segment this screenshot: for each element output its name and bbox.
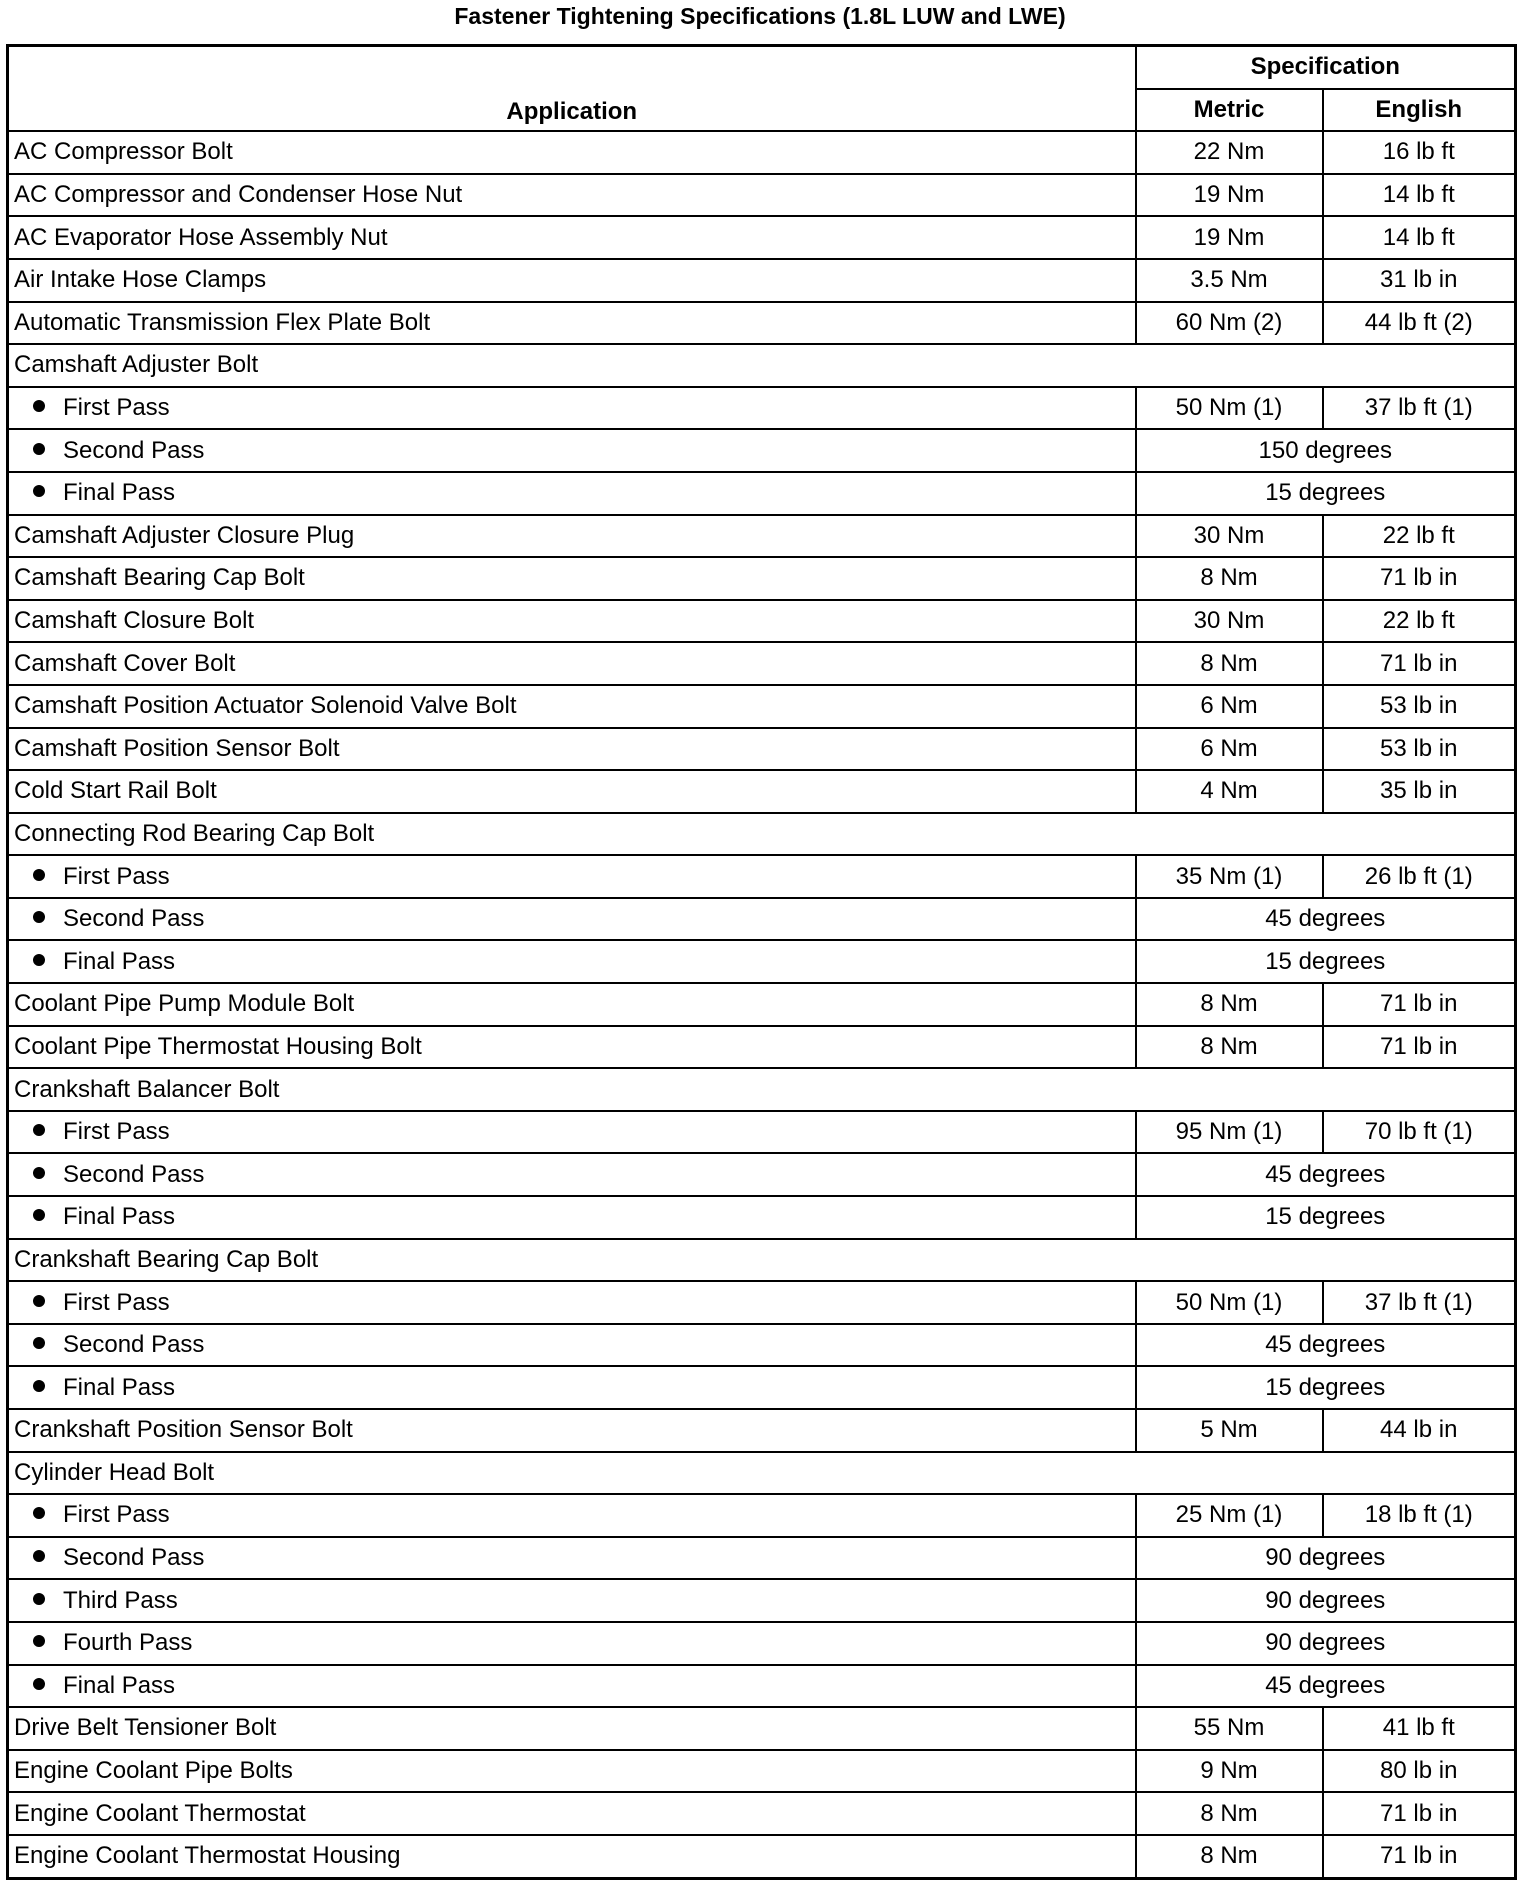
application-label: Cylinder Head Bolt — [14, 1458, 215, 1486]
bullet-icon — [33, 1550, 45, 1562]
pass-label: Fourth Pass — [63, 1629, 193, 1657]
angle-spec-cell: 15 degrees — [1136, 472, 1516, 515]
application-cell — [8, 131, 1136, 174]
bullet-icon — [33, 1209, 45, 1221]
english-value-cell: 70 lb ft (1) — [1323, 1111, 1516, 1154]
table-header — [8, 46, 1516, 132]
bullet-icon — [33, 954, 45, 966]
table-row — [8, 1239, 1516, 1282]
application-label: AC Compressor and Condenser Hose Nut — [14, 181, 463, 209]
application-label: Crankshaft Position Sensor Bolt — [14, 1416, 353, 1444]
application-cell — [8, 770, 1136, 813]
application-cell — [8, 515, 1136, 558]
pass-label: Final Pass — [63, 1373, 176, 1401]
table-row — [8, 302, 1516, 345]
metric-value-cell: 19 Nm — [1136, 174, 1323, 217]
application-cell — [8, 302, 1136, 345]
metric-value-cell: 8 Nm — [1136, 557, 1323, 600]
english-value-cell: 37 lb ft (1) — [1323, 387, 1516, 430]
pass-label: Second Pass — [63, 1160, 205, 1188]
table-row — [8, 600, 1516, 643]
application-cell — [8, 685, 1136, 728]
metric-value-cell: 60 Nm (2) — [1136, 302, 1323, 345]
metric-value-cell: 55 Nm — [1136, 1707, 1323, 1750]
application-cell — [8, 472, 1136, 515]
application-label: Crankshaft Bearing Cap Bolt — [14, 1245, 319, 1273]
bullet-icon — [33, 443, 45, 455]
application-label: Camshaft Position Sensor Bolt — [14, 734, 340, 762]
application-cell — [8, 429, 1136, 472]
application-cell — [8, 174, 1136, 217]
document-title: Fastener Tightening Specifications (1.8L LUW and LWE) — [454, 3, 1066, 29]
header-row-top — [8, 46, 1516, 89]
bullet-icon — [33, 485, 45, 497]
table-row — [8, 1196, 1516, 1239]
metric-value-cell: 30 Nm — [1136, 600, 1323, 643]
application-cell — [8, 1537, 1136, 1580]
english-value-cell: 71 lb in — [1323, 1026, 1516, 1069]
application-label: Engine Coolant Thermostat — [14, 1799, 306, 1827]
group-label-cell — [8, 1452, 1516, 1495]
group-label-cell — [8, 344, 1516, 387]
application-cell — [8, 1409, 1136, 1452]
metric-value-cell: 19 Nm — [1136, 216, 1323, 259]
table-row — [8, 983, 1516, 1026]
application-label: Crankshaft Balancer Bolt — [14, 1075, 280, 1103]
pass-label: Third Pass — [63, 1586, 178, 1614]
table-body — [8, 131, 1516, 1878]
english-value-cell: 22 lb ft — [1323, 600, 1516, 643]
bullet-icon — [33, 869, 45, 881]
bullet-icon — [33, 1507, 45, 1519]
fastener-spec-table — [6, 44, 1517, 1880]
application-column-header: Application — [8, 46, 1136, 132]
table-row — [8, 1665, 1516, 1708]
table-row — [8, 940, 1516, 983]
application-label: Drive Belt Tensioner Bolt — [14, 1714, 277, 1742]
application-label: Camshaft Bearing Cap Bolt — [14, 564, 305, 592]
english-value-cell: 71 lb in — [1323, 557, 1516, 600]
angle-spec-cell: 90 degrees — [1136, 1579, 1516, 1622]
application-cell — [8, 1111, 1136, 1154]
application-cell — [8, 557, 1136, 600]
english-value-cell: 16 lb ft — [1323, 131, 1516, 174]
table-row — [8, 1622, 1516, 1665]
pass-label: Second Pass — [63, 1331, 205, 1359]
pass-label: First Pass — [63, 1288, 170, 1316]
table-row — [8, 1835, 1516, 1878]
metric-value-cell: 4 Nm — [1136, 770, 1323, 813]
english-value-cell: 35 lb in — [1323, 770, 1516, 813]
application-label: AC Evaporator Hose Assembly Nut — [14, 223, 388, 251]
pass-label: Final Pass — [63, 479, 176, 507]
bullet-icon — [33, 911, 45, 923]
english-value-cell: 18 lb ft (1) — [1323, 1494, 1516, 1537]
table-row — [8, 1750, 1516, 1793]
english-value-cell: 44 lb in — [1323, 1409, 1516, 1452]
english-value-cell: 26 lb ft (1) — [1323, 855, 1516, 898]
table-row — [8, 1281, 1516, 1324]
english-value-cell: 80 lb in — [1323, 1750, 1516, 1793]
application-cell — [8, 642, 1136, 685]
application-cell — [8, 1665, 1136, 1708]
group-label-cell — [8, 1068, 1516, 1111]
metric-value-cell: 22 Nm — [1136, 131, 1323, 174]
table-row — [8, 1452, 1516, 1495]
application-label: Coolant Pipe Pump Module Bolt — [14, 990, 355, 1018]
group-label-cell — [8, 1239, 1516, 1282]
pass-label: First Pass — [63, 862, 170, 890]
english-value-cell: 71 lb in — [1323, 1792, 1516, 1835]
application-label: Coolant Pipe Thermostat Housing Bolt — [14, 1032, 422, 1060]
application-cell — [8, 387, 1136, 430]
angle-spec-cell: 15 degrees — [1136, 940, 1516, 983]
table-row — [8, 1366, 1516, 1409]
metric-value-cell: 9 Nm — [1136, 1750, 1323, 1793]
application-cell — [8, 259, 1136, 302]
group-label-cell — [8, 813, 1516, 856]
metric-value-cell: 30 Nm — [1136, 515, 1323, 558]
angle-spec-cell: 15 degrees — [1136, 1366, 1516, 1409]
application-label: Camshaft Adjuster Bolt — [14, 351, 259, 379]
application-cell — [8, 1494, 1136, 1537]
application-cell — [8, 600, 1136, 643]
english-value-cell: 44 lb ft (2) — [1323, 302, 1516, 345]
english-value-cell: 14 lb ft — [1323, 174, 1516, 217]
angle-spec-cell: 45 degrees — [1136, 1153, 1516, 1196]
application-cell — [8, 1153, 1136, 1196]
table-row — [8, 1579, 1516, 1622]
specification-column-header: Specification — [1136, 46, 1516, 89]
application-cell — [8, 1622, 1136, 1665]
table-row — [8, 1409, 1516, 1452]
english-value-cell: 41 lb ft — [1323, 1707, 1516, 1750]
pass-label: First Pass — [63, 1501, 170, 1529]
pass-label: Second Pass — [63, 905, 205, 933]
metric-value-cell: 6 Nm — [1136, 685, 1323, 728]
table-row — [8, 1792, 1516, 1835]
english-value-cell: 53 lb in — [1323, 685, 1516, 728]
pass-label: Second Pass — [63, 1544, 205, 1572]
table-row — [8, 557, 1516, 600]
bullet-icon — [33, 1124, 45, 1136]
english-value-cell: 31 lb in — [1323, 259, 1516, 302]
pass-label: First Pass — [63, 394, 170, 422]
metric-value-cell: 35 Nm (1) — [1136, 855, 1323, 898]
bullet-icon — [33, 1635, 45, 1647]
metric-value-cell: 5 Nm — [1136, 1409, 1323, 1452]
application-label: Engine Coolant Pipe Bolts — [14, 1757, 293, 1785]
application-cell — [8, 983, 1136, 1026]
application-cell — [8, 728, 1136, 771]
application-cell — [8, 1792, 1136, 1835]
metric-value-cell: 6 Nm — [1136, 728, 1323, 771]
table-row — [8, 685, 1516, 728]
table-row — [8, 216, 1516, 259]
pass-label: Final Pass — [63, 1671, 176, 1699]
application-cell — [8, 1196, 1136, 1239]
application-cell — [8, 940, 1136, 983]
application-label: Camshaft Closure Bolt — [14, 607, 255, 635]
angle-spec-cell: 90 degrees — [1136, 1622, 1516, 1665]
application-cell — [8, 1281, 1136, 1324]
pass-label: Final Pass — [63, 1203, 176, 1231]
application-cell — [8, 1707, 1136, 1750]
angle-spec-cell: 150 degrees — [1136, 429, 1516, 472]
application-cell — [8, 1026, 1136, 1069]
table-row — [8, 898, 1516, 941]
application-label: Connecting Rod Bearing Cap Bolt — [14, 819, 375, 847]
bullet-icon — [33, 1337, 45, 1349]
metric-value-cell: 25 Nm (1) — [1136, 1494, 1323, 1537]
application-label: Camshaft Adjuster Closure Plug — [14, 521, 355, 549]
table-row — [8, 174, 1516, 217]
table-row — [8, 770, 1516, 813]
bullet-icon — [33, 400, 45, 412]
table-row — [8, 429, 1516, 472]
bullet-icon — [33, 1380, 45, 1392]
table-row — [8, 1707, 1516, 1750]
application-label: Air Intake Hose Clamps — [14, 266, 267, 294]
pass-label: Final Pass — [63, 947, 176, 975]
angle-spec-cell: 45 degrees — [1136, 1665, 1516, 1708]
metric-value-cell: 8 Nm — [1136, 642, 1323, 685]
table-row — [8, 855, 1516, 898]
table-row — [8, 131, 1516, 174]
table-row — [8, 1153, 1516, 1196]
table-row — [8, 1026, 1516, 1069]
angle-spec-cell: 15 degrees — [1136, 1196, 1516, 1239]
pass-label: First Pass — [63, 1118, 170, 1146]
english-value-cell: 37 lb ft (1) — [1323, 1281, 1516, 1324]
table-row — [8, 813, 1516, 856]
table-row — [8, 259, 1516, 302]
metric-value-cell: 8 Nm — [1136, 1026, 1323, 1069]
english-value-cell: 71 lb in — [1323, 1835, 1516, 1878]
english-value-cell: 71 lb in — [1323, 983, 1516, 1026]
application-cell — [8, 898, 1136, 941]
application-cell — [8, 1579, 1136, 1622]
table-row — [8, 515, 1516, 558]
table-row — [8, 344, 1516, 387]
english-value-cell: 53 lb in — [1323, 728, 1516, 771]
metric-value-cell: 8 Nm — [1136, 1792, 1323, 1835]
application-cell — [8, 1835, 1136, 1878]
application-cell — [8, 216, 1136, 259]
application-label: Camshaft Cover Bolt — [14, 649, 236, 677]
application-cell — [8, 1750, 1136, 1793]
angle-spec-cell: 90 degrees — [1136, 1537, 1516, 1580]
english-value-cell: 14 lb ft — [1323, 216, 1516, 259]
table-row — [8, 387, 1516, 430]
bullet-icon — [33, 1678, 45, 1690]
bullet-icon — [33, 1593, 45, 1605]
english-column-header: English — [1323, 89, 1516, 132]
application-cell — [8, 855, 1136, 898]
table-row — [8, 1324, 1516, 1367]
pass-label: Second Pass — [63, 436, 205, 464]
table-row — [8, 1494, 1516, 1537]
table-row — [8, 1111, 1516, 1154]
application-cell — [8, 1366, 1136, 1409]
application-label: Engine Coolant Thermostat Housing — [14, 1842, 401, 1870]
table-row — [8, 472, 1516, 515]
table-row — [8, 642, 1516, 685]
metric-column-header: Metric — [1136, 89, 1323, 132]
application-label: Camshaft Position Actuator Solenoid Valve Bolt — [14, 692, 517, 720]
bullet-icon — [33, 1295, 45, 1307]
angle-spec-cell: 45 degrees — [1136, 1324, 1516, 1367]
application-label: Cold Start Rail Bolt — [14, 777, 217, 805]
metric-value-cell: 50 Nm (1) — [1136, 1281, 1323, 1324]
metric-value-cell: 3.5 Nm — [1136, 259, 1323, 302]
english-value-cell: 71 lb in — [1323, 642, 1516, 685]
table-row — [8, 1537, 1516, 1580]
table-row — [8, 1068, 1516, 1111]
angle-spec-cell: 45 degrees — [1136, 898, 1516, 941]
application-label: Automatic Transmission Flex Plate Bolt — [14, 308, 431, 336]
metric-value-cell: 8 Nm — [1136, 983, 1323, 1026]
application-label: AC Compressor Bolt — [14, 138, 233, 166]
bullet-icon — [33, 1167, 45, 1179]
metric-value-cell: 95 Nm (1) — [1136, 1111, 1323, 1154]
english-value-cell: 22 lb ft — [1323, 515, 1516, 558]
metric-value-cell: 50 Nm (1) — [1136, 387, 1323, 430]
metric-value-cell: 8 Nm — [1136, 1835, 1323, 1878]
application-cell — [8, 1324, 1136, 1367]
table-row — [8, 728, 1516, 771]
